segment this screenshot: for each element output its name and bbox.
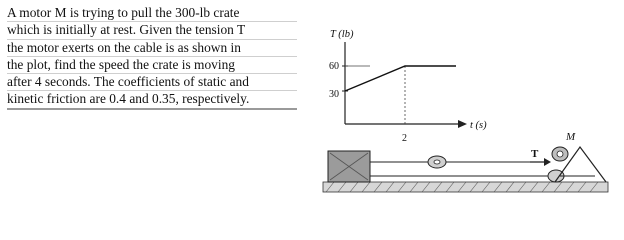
problem-line: A motor M is trying to pull the 300-lb crate — [7, 5, 297, 22]
x-tick-label-2: 2 — [402, 133, 407, 144]
problem-line: kinetic friction are 0.4 and 0.35, respectively. — [7, 91, 297, 109]
y-tick-label-60: 60 — [329, 61, 339, 72]
y-tick-label-30: 30 — [329, 89, 339, 100]
tension-arrowhead — [544, 158, 551, 166]
problem-line: the motor exerts on the cable is as shown in — [7, 40, 297, 57]
tension-label: T — [531, 148, 539, 160]
motor-hub — [557, 151, 563, 157]
y-axis-label: T (lb) — [330, 29, 354, 40]
problem-line: the plot, find the speed the crate is moving — [7, 57, 297, 74]
tension-curve — [345, 66, 456, 91]
mechanism-figure — [323, 131, 608, 192]
problem-line: after 4 seconds. The coefficients of static and — [7, 74, 297, 91]
problem-line: which is initially at rest. Given the tension T — [7, 22, 297, 39]
x-axis-arrowhead — [458, 120, 467, 128]
pulley-left-hub — [434, 160, 440, 164]
motor-label: M — [566, 131, 576, 143]
x-axis-label: t (s) — [470, 120, 487, 131]
